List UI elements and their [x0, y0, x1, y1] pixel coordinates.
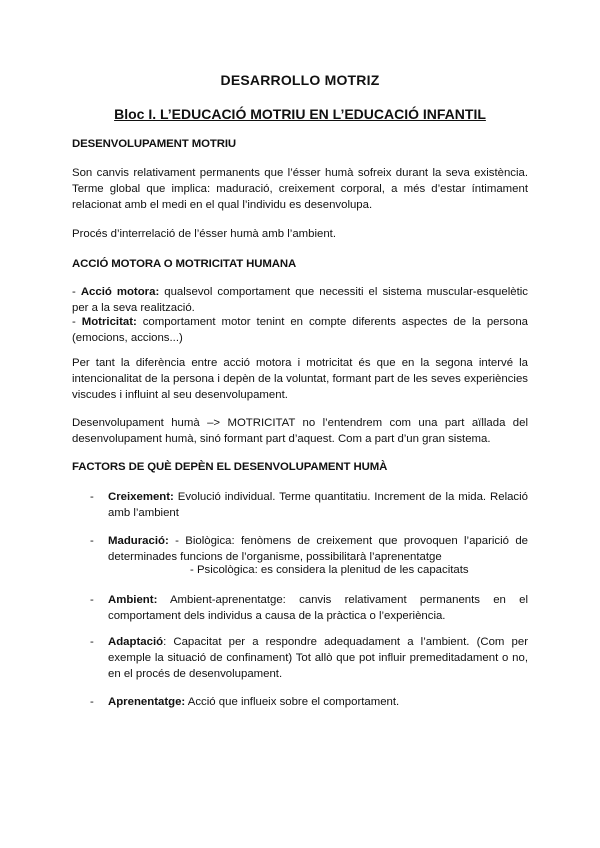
paragraph-diferencia: Per tant la diferència entre acció motora i motricitat és que en la segona intervé la intencionalitat de la persona i depèn de la voluntat, formant part de les seves experiències viscudes i influint al seu desenvolupament.	[72, 357, 528, 401]
bloc-title: Bloc I. L’EDUCACIÓ MOTRIU EN L’EDUCACIÓ INFANTIL	[114, 106, 486, 122]
list-item-subtext: - Psicològica: es considera la plenitud de les capacitats	[190, 564, 469, 576]
list-item-term: Creixement:	[108, 491, 174, 503]
section-heading-factors: FACTORS DE QUÈ DEPÈN EL DESENVOLUPAMENT HUMÀ	[72, 461, 388, 473]
list-item-desc: : Capacitat per a respondre adequadament a l’ambient. (Com per exemple la situació de confinament) Tot allò que pot influir premeditadament o no, en el procés de desenvolupament.	[108, 636, 528, 680]
definition-text: comportament motor tenint en compte diferents aspectes de la persona (emocions, accions...)	[72, 316, 528, 344]
section-heading-desenvolupament: DESENVOLUPAMENT MOTRIU	[72, 138, 237, 150]
definition-prefix: -	[72, 286, 81, 298]
paragraph-desenvolupament-huma: Desenvolupament humà –> MOTRICITAT no l’entendrem com una part aïllada del desenvolupament humà, sinó formant part d’aquest. Com a part d’un gran sistema.	[72, 417, 528, 445]
document-title: DESARROLLO MOTRIZ	[220, 72, 380, 88]
list-item-text	[108, 592, 528, 624]
list-bullet: -	[90, 594, 94, 606]
list-item-desc: Acció que influeix sobre el comportament.	[185, 696, 400, 708]
list-item-term: Ambient:	[108, 594, 158, 606]
list-bullet: -	[90, 636, 94, 648]
definition-term: Acció motora:	[80, 286, 160, 298]
list-item-text	[108, 489, 528, 521]
definition-prefix: -	[72, 316, 82, 328]
list-bullet: -	[90, 491, 94, 503]
definition-motricitat	[72, 314, 528, 346]
section-heading-accio-motora: ACCIÓ MOTORA O MOTRICITAT HUMANA	[72, 258, 297, 270]
list-item-desc: Evolució individual. Terme quantitatiu. Increment de la mida. Relació amb l’ambient	[108, 491, 528, 519]
list-bullet: -	[90, 696, 94, 708]
list-item-desc: - Biològica: fenòmens de creixement que provoquen l’aparició de determinades funcions de l’organisme, possibilitarà l’aprenentatge	[108, 535, 528, 563]
definition-term: Motricitat:	[81, 316, 137, 328]
list-item-desc: Ambient-aprenentatge: canvis relativament permanents en el comportament dels individus a causa de la pràctica o l’experiència.	[108, 594, 528, 622]
list-item-text	[108, 634, 528, 682]
definition-text: qualsevol comportament que necessiti el sistema muscular-esquelètic per a la seva realització.	[72, 286, 528, 314]
list-item-text	[108, 533, 528, 565]
list-item-term: Maduració:	[108, 535, 169, 547]
list-item-term: Adaptació	[108, 636, 164, 648]
list-item-term: Aprenentatge:	[108, 696, 186, 708]
paragraph-definition: Son canvis relativament permanents que l’ésser humà sofreix durant la seva existència. Terme global que implica: maduració, creixement corporal, a més d’estar íntimament relacionat amb el medi en el qual l’individu es desenvolupa.	[72, 167, 528, 211]
paragraph-interrelacio: Procés d’interrelació de l’ésser humà amb l’ambient.	[72, 228, 337, 240]
list-bullet: -	[90, 535, 94, 547]
definition-accio-motora	[72, 284, 528, 316]
list-item-text	[108, 694, 528, 710]
